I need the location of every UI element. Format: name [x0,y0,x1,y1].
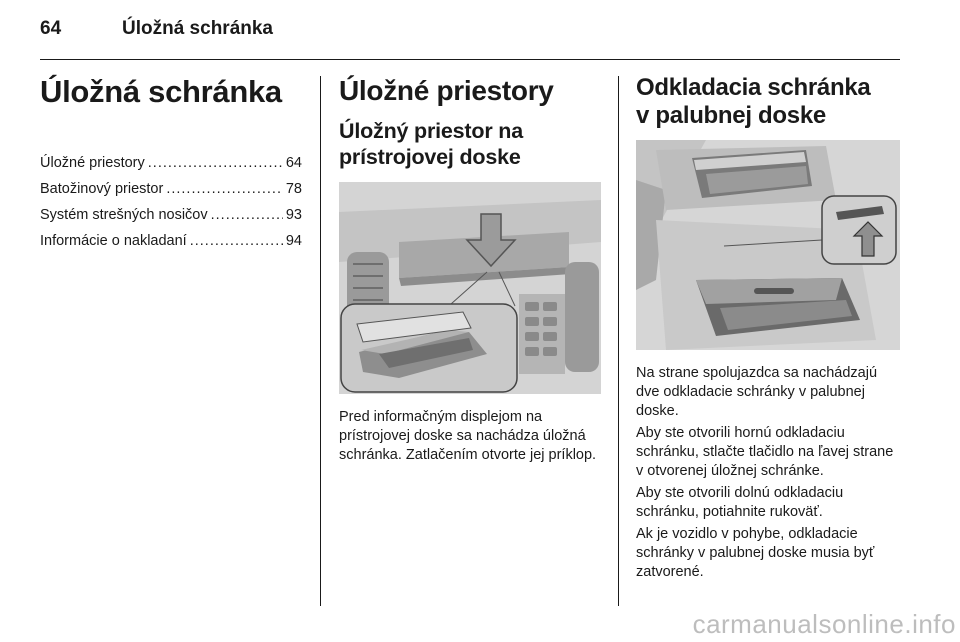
toc-entry-page: 93 [285,207,302,223]
toc-entry-title: Systém strešných nosičov [40,207,208,223]
glovebox-paragraph-4: Ak je vozidlo v pohybe, odkladacie schránky v palubnej doske musia byť zatvorené. [636,526,875,580]
toc-entry[interactable] [40,150,302,176]
column-divider-1 [320,76,321,606]
column-divider-2 [618,76,619,606]
glovebox-paragraph-1: Na strane spolujazdca sa nachádzajú dve odkladacie schránky v palubnej doske. [636,365,878,419]
page-header [40,18,900,52]
toc-entry-page: 94 [285,233,302,249]
chapter-title: Úložná schránka [122,18,273,39]
toc-leader-dots [148,150,283,176]
toc-entry[interactable] [40,176,302,202]
toc-entry-title: Batožinový priestor [40,181,164,197]
subsection-title-line1: Úložný priestor na [339,119,523,143]
toc-entry[interactable] [40,202,302,228]
page-number: 64 [40,18,62,39]
storage-description: Pred informačným displejom na prístrojovej doske sa nachádza úložná schránka. Zatlačením otvorte jej príklop. [339,409,597,463]
glovebox-illustration [636,140,900,350]
column-toc [40,74,302,254]
glovebox-paragraph-3: Aby ste otvorili dolnú odkladaciu schránku, potiahnite rukoväť. [636,485,844,520]
watermark-text: carmanualsonline.info [692,609,956,639]
toc-entry[interactable] [40,228,302,254]
subsection-title-line2: prístrojovej doske [339,145,521,169]
toc-entry-title: Informácie o nakladaní [40,233,187,249]
column-glovebox [636,74,902,582]
toc-leader-dots [190,228,283,254]
toc-leader-dots [211,202,283,228]
section-title: Úložné priestory [339,75,554,106]
glovebox-paragraph-2: Aby ste otvorili hornú odkladaciu schránku, stlačte tlačidlo na ľavej strane v otvorenej úložnej schránke. [636,425,894,479]
toc-entry-title: Úložné priestory [40,155,145,171]
toc-entry-page: 78 [285,181,302,197]
column-storage [339,74,601,465]
chapter-main-title: Úložná schránka [40,74,282,109]
table-of-contents [40,150,302,254]
dashboard-storage-illustration [339,182,601,394]
glovebox-title-line1: Odkladacia schránka [636,74,871,101]
glovebox-section-title [636,74,902,130]
glovebox-title-line2: v palubnej doske [636,102,826,129]
header-divider [40,59,900,60]
toc-entry-page: 64 [285,155,302,171]
subsection-title [339,118,601,170]
toc-leader-dots [166,176,283,202]
